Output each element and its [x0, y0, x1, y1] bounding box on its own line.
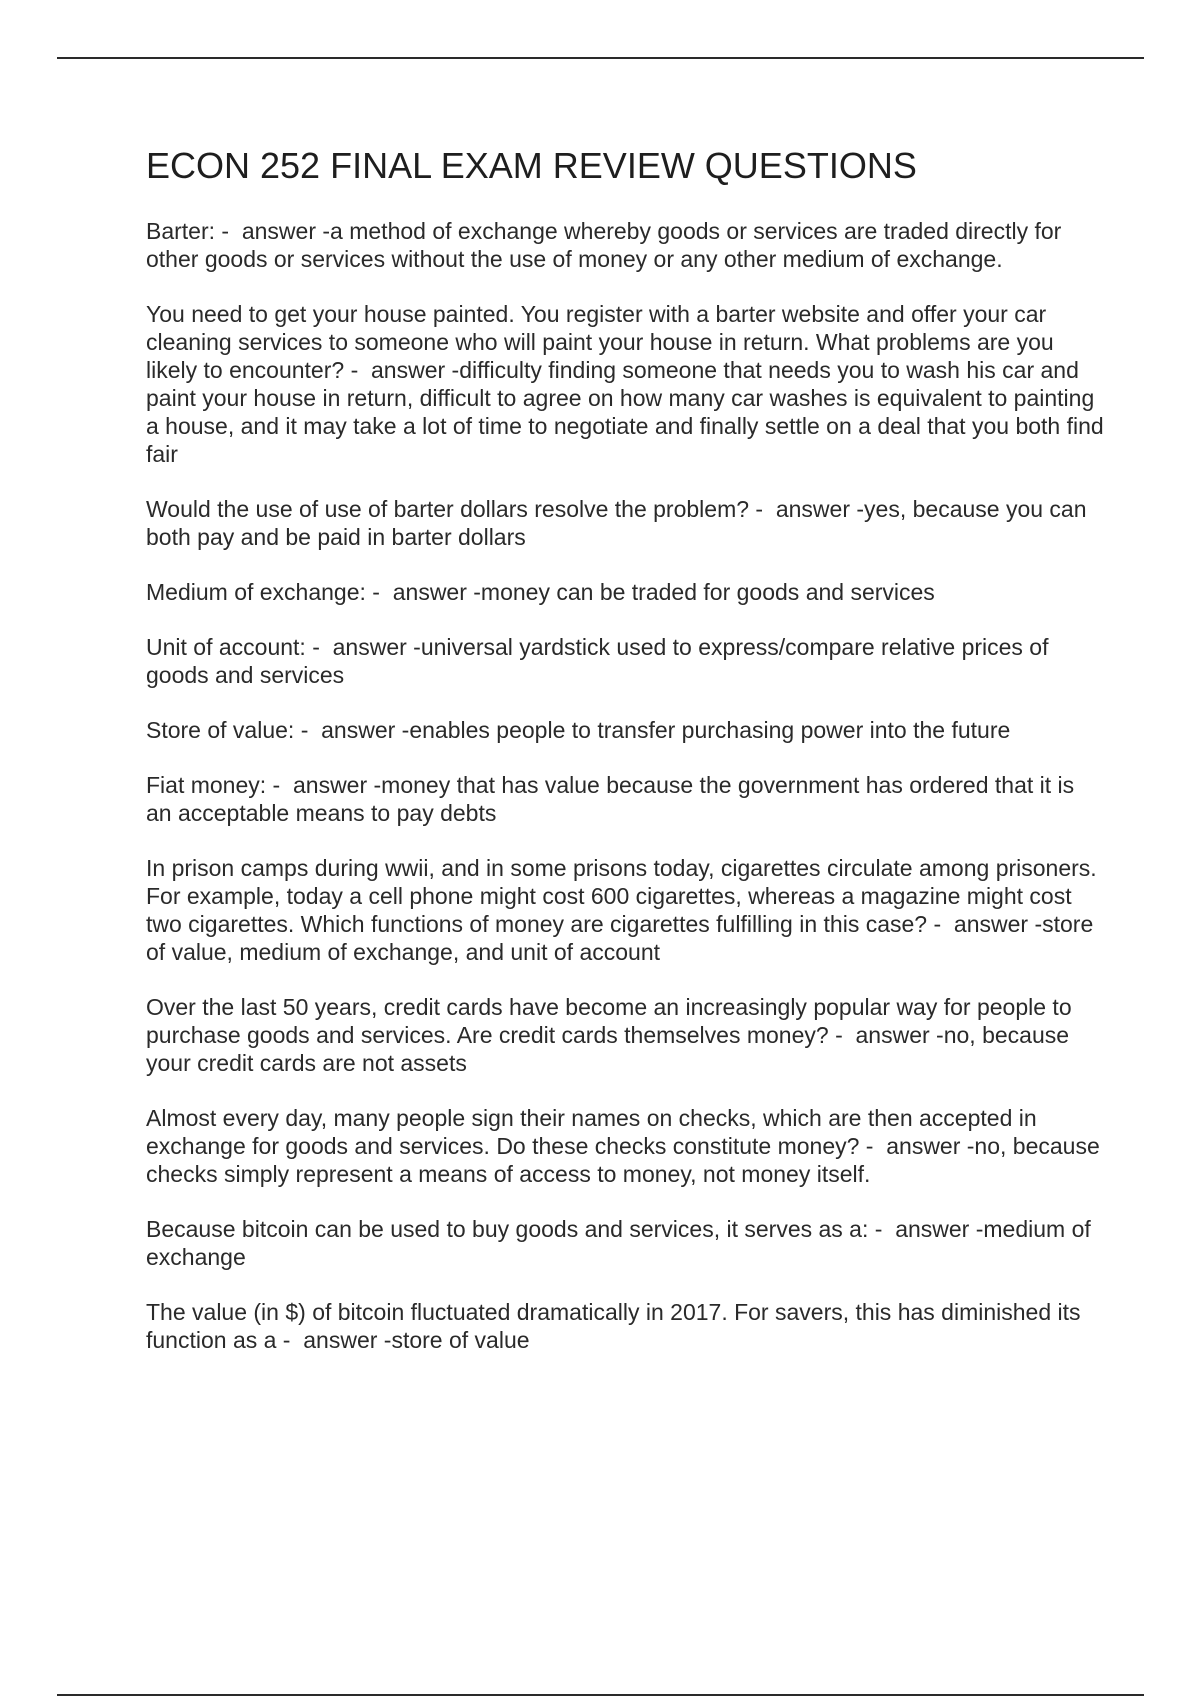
qa-entry-fiat-money: Fiat money: - answer -money that has value because the government has ordered that it is an acceptable means to pay debts [146, 772, 1081, 826]
header-rule [57, 57, 1144, 59]
qa-entry-checks: Almost every day, many people sign their names on checks, which are then accepted in exchange for goods and services. Do these checks constitute money? - answer -no, because checks simply represent a means of access to money, not money itself. [146, 1105, 1107, 1187]
qa-entry-barter-dollars: Would the use of use of barter dollars resolve the problem? - answer -yes, because you can both pay and be paid in barter dollars [146, 496, 1093, 550]
qa-entry-bitcoin-store: The value (in $) of bitcoin fluctuated dramatically in 2017. For savers, this has diminished its function as a - answer -store of value [146, 1299, 1087, 1353]
qa-list [146, 217, 1111, 1354]
qa-entry-medium-of-exchange: Medium of exchange: - answer -money can be traded for goods and services [146, 579, 935, 605]
qa-entry-store-of-value: Store of value: - answer -enables people to transfer purchasing power into the future [146, 717, 1011, 743]
document-body [146, 143, 1111, 1381]
qa-entry-prison-cigarettes: In prison camps during wwii, and in some prisons today, cigarettes circulate among prisoners. For example, today a cell phone might cost 600 cigarettes, whereas a magazine might cost two cigarettes. Which functions of money are cigarettes fulfilling in this case? - answer -store of value, medium of exchange, and unit of account [146, 855, 1104, 965]
page-title: ECON 252 FINAL EXAM REVIEW QUESTIONS [146, 145, 917, 186]
qa-entry-unit-of-account: Unit of account: - answer -universal yardstick used to express/compare relative prices of goods and services [146, 634, 1055, 688]
qa-entry-bitcoin-medium: Because bitcoin can be used to buy goods and services, it serves as a: - answer -medium of exchange [146, 1216, 1098, 1270]
qa-entry-barter: Barter: - answer -a method of exchange whereby goods or services are traded directly for other goods or services without the use of money or any other medium of exchange. [146, 218, 1068, 272]
footer-rule [57, 1694, 1144, 1696]
qa-entry-credit-cards: Over the last 50 years, credit cards have become an increasingly popular way for people to purchase goods and services. Are credit cards themselves money? - answer -no, because your credit cards are not assets [146, 994, 1078, 1076]
qa-entry-house-painting: You need to get your house painted. You register with a barter website and offer your car cleaning services to someone who will paint your house in return. What problems are you likely to encounter? - answer -difficulty finding someone that needs you to wash his car and paint your house in return, difficult to agree on how many car washes is equivalent to painting a house, and it may take a lot of time to negotiate and finally settle on a deal that you both find fair [146, 301, 1111, 467]
